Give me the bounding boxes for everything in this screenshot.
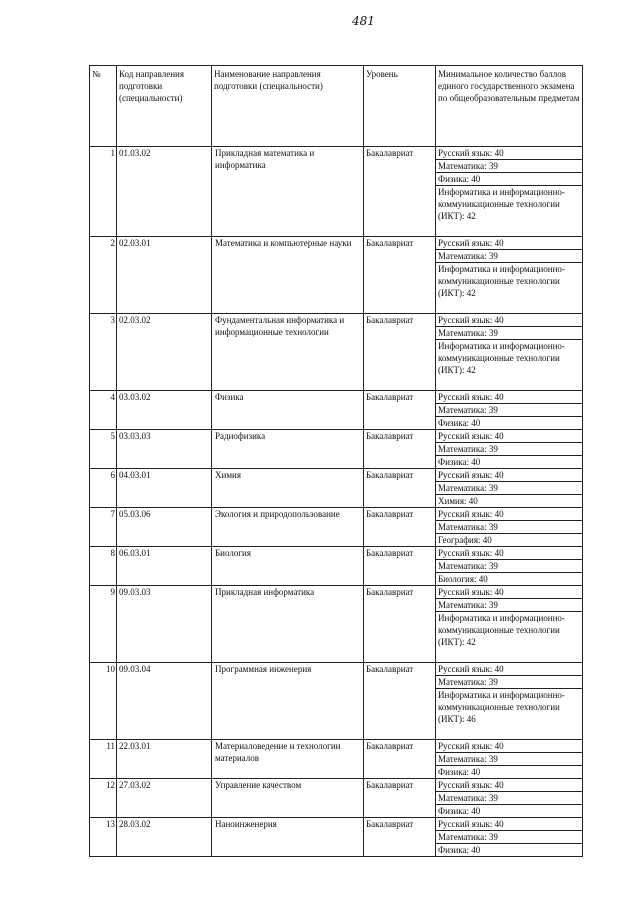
- row-level: Бакалавриат: [364, 314, 436, 391]
- table-header-row: [90, 66, 583, 147]
- table-row: [90, 586, 583, 663]
- row-subjects: [436, 508, 583, 547]
- row-number: 12: [90, 779, 117, 818]
- subject-score: Физика: 40: [438, 767, 481, 777]
- subject-score: Физика: 40: [438, 806, 481, 816]
- row-code: 09.03.03: [117, 586, 212, 663]
- subject-score: Химия: 40: [438, 496, 478, 506]
- header-num: №: [90, 66, 117, 147]
- row-level: Бакалавриат: [364, 663, 436, 740]
- table-row: [90, 508, 583, 547]
- row-name: Экология и природопользование: [212, 508, 364, 547]
- row-level: Бакалавриат: [364, 469, 436, 508]
- row-level: Бакалавриат: [364, 547, 436, 586]
- header-scores: Минимальное количество баллов единого государственного экзамена по общеобразовательным предметам: [436, 66, 583, 147]
- row-number: 13: [90, 818, 117, 857]
- table-row: [90, 779, 583, 818]
- row-name: Прикладная информатика: [212, 586, 364, 663]
- subject-score: Русский язык: 40: [436, 469, 582, 482]
- table-body: [90, 147, 583, 857]
- subject-score: Информатика и информационно-коммуникационные технологии (ИКТ): 42: [438, 613, 565, 647]
- row-level: Бакалавриат: [364, 586, 436, 663]
- subject-score: Русский язык: 40: [436, 314, 582, 327]
- page-number: 481: [352, 14, 375, 28]
- row-number: 4: [90, 391, 117, 430]
- subject-score: Математика: 39: [436, 831, 582, 844]
- row-subjects: [436, 469, 583, 508]
- row-code: 05.03.06: [117, 508, 212, 547]
- subject-score: Математика: 39: [436, 482, 582, 495]
- subject-score: Математика: 39: [436, 753, 582, 766]
- row-name: Наноинженерия: [212, 818, 364, 857]
- subject-score: Русский язык: 40: [436, 740, 582, 753]
- header-level: Уровень: [364, 66, 436, 147]
- subject-score: Русский язык: 40: [436, 818, 582, 831]
- row-level: Бакалавриат: [364, 508, 436, 547]
- row-level: Бакалавриат: [364, 740, 436, 779]
- row-number: 3: [90, 314, 117, 391]
- row-number: 8: [90, 547, 117, 586]
- table-row: [90, 740, 583, 779]
- row-subjects: [436, 430, 583, 469]
- row-code: 27.03.02: [117, 779, 212, 818]
- row-name: Фундаментальная информатика и информационные технологии: [212, 314, 364, 391]
- row-level: Бакалавриат: [364, 818, 436, 857]
- row-name: Управление качеством: [212, 779, 364, 818]
- row-code: 03.03.02: [117, 391, 212, 430]
- subject-score: Физика: 40: [438, 418, 481, 428]
- subject-score: Информатика и информационно-коммуникационные технологии (ИКТ): 42: [438, 341, 565, 375]
- row-code: 04.03.01: [117, 469, 212, 508]
- row-number: 6: [90, 469, 117, 508]
- row-level: Бакалавриат: [364, 237, 436, 314]
- row-subjects: [436, 147, 583, 237]
- row-code: 01.03.02: [117, 147, 212, 237]
- row-name: Радиофизика: [212, 430, 364, 469]
- subject-score: Русский язык: 40: [436, 547, 582, 560]
- row-code: 02.03.02: [117, 314, 212, 391]
- row-code: 02.03.01: [117, 237, 212, 314]
- row-code: 03.03.03: [117, 430, 212, 469]
- subject-score: Физика: 40: [436, 173, 582, 186]
- row-subjects: [436, 740, 583, 779]
- row-subjects: [436, 586, 583, 663]
- table-row: [90, 547, 583, 586]
- row-name: Материаловедение и технологии материалов: [212, 740, 364, 779]
- row-name: Биология: [212, 547, 364, 586]
- row-subjects: [436, 314, 583, 391]
- row-subjects: [436, 779, 583, 818]
- subject-score: Русский язык: 40: [436, 508, 582, 521]
- row-name: Программная инженерия: [212, 663, 364, 740]
- row-subjects: [436, 818, 583, 857]
- row-number: 5: [90, 430, 117, 469]
- row-name: Физика: [212, 391, 364, 430]
- row-level: Бакалавриат: [364, 430, 436, 469]
- table-row: [90, 147, 583, 237]
- row-number: 7: [90, 508, 117, 547]
- row-level: Бакалавриат: [364, 147, 436, 237]
- subject-score: Информатика и информационно-коммуникационные технологии (ИКТ): 46: [438, 690, 565, 724]
- header-code: Код направления подготовки (специальности): [117, 66, 212, 147]
- subject-score: Математика: 39: [436, 327, 582, 340]
- row-name: Химия: [212, 469, 364, 508]
- table-row: [90, 430, 583, 469]
- subject-score: Русский язык: 40: [436, 779, 582, 792]
- subject-score: Математика: 39: [436, 676, 582, 689]
- table-row: [90, 663, 583, 740]
- subject-score: Математика: 39: [436, 160, 582, 173]
- subject-score: Математика: 39: [436, 560, 582, 573]
- row-subjects: [436, 391, 583, 430]
- subject-score: Русский язык: 40: [436, 391, 582, 404]
- subject-score: Русский язык: 40: [436, 663, 582, 676]
- subject-score: Математика: 39: [436, 443, 582, 456]
- table-row: [90, 469, 583, 508]
- header-name: Наименование направления подготовки (специальности): [212, 66, 364, 147]
- subject-score: Физика: 40: [438, 457, 481, 467]
- subject-score: Математика: 39: [436, 250, 582, 263]
- table-row: [90, 314, 583, 391]
- row-code: 09.03.04: [117, 663, 212, 740]
- row-number: 2: [90, 237, 117, 314]
- row-subjects: [436, 237, 583, 314]
- row-number: 11: [90, 740, 117, 779]
- subject-score: География: 40: [438, 535, 492, 545]
- row-subjects: [436, 547, 583, 586]
- row-level: Бакалавриат: [364, 391, 436, 430]
- row-code: 06.03.01: [117, 547, 212, 586]
- row-number: 9: [90, 586, 117, 663]
- row-name: Прикладная математика и информатика: [212, 147, 364, 237]
- row-subjects: [436, 663, 583, 740]
- row-number: 1: [90, 147, 117, 237]
- row-level: Бакалавриат: [364, 779, 436, 818]
- row-name: Математика и компьютерные науки: [212, 237, 364, 314]
- subject-score: Математика: 39: [436, 521, 582, 534]
- subject-score: Биология: 40: [438, 574, 488, 584]
- subject-score: Информатика и информационно-коммуникационные технологии (ИКТ): 42: [438, 187, 565, 221]
- subject-score: Русский язык: 40: [436, 237, 582, 250]
- admission-scores-table: [89, 65, 583, 857]
- subject-score: Математика: 39: [436, 792, 582, 805]
- row-number: 10: [90, 663, 117, 740]
- subject-score: Физика: 40: [438, 845, 481, 855]
- table-row: [90, 818, 583, 857]
- subject-score: Математика: 39: [436, 404, 582, 417]
- table-row: [90, 391, 583, 430]
- subject-score: Русский язык: 40: [436, 430, 582, 443]
- row-code: 28.03.02: [117, 818, 212, 857]
- row-code: 22.03.01: [117, 740, 212, 779]
- subject-score: Информатика и информационно-коммуникационные технологии (ИКТ): 42: [438, 264, 565, 298]
- table-row: [90, 237, 583, 314]
- subject-score: Математика: 39: [436, 599, 582, 612]
- subject-score: Русский язык: 40: [436, 147, 582, 160]
- subject-score: Русский язык: 40: [436, 586, 582, 599]
